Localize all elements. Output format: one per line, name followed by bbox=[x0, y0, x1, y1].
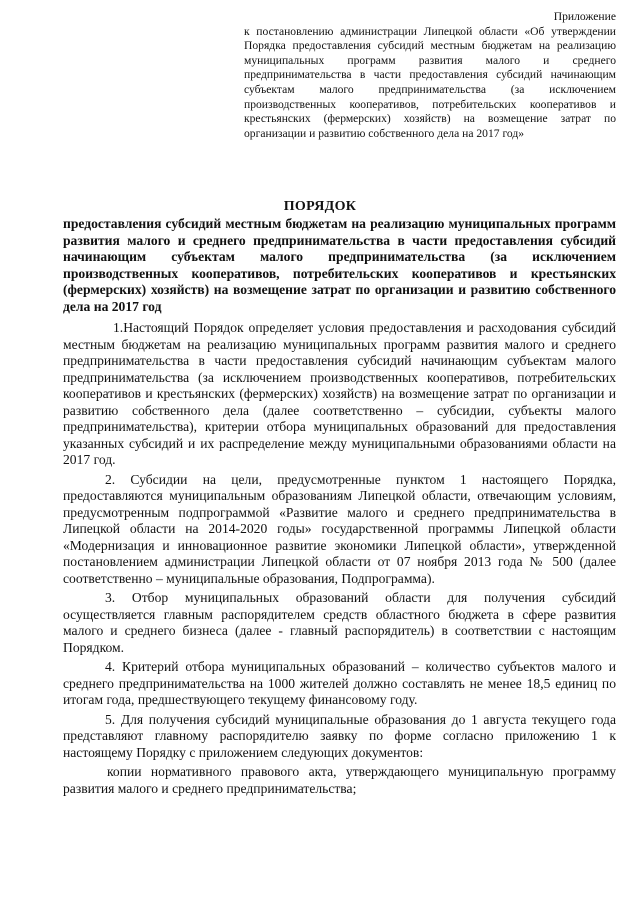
appendix-text: к постановлению администрации Липецкой области «Об утверждении Порядка предоставления субсидий местным бюджетам на реализацию муниципальных программ развития малого и среднего предпринимательства в части предоставления субсидий начинающим субъектам малого предпринимательства (за исключением производственных кооперативов, потребительских кооперативов и крестьянских (фермерских) хозяйств) на возмещение затрат по организации и развитию собственного дела на 2017 год» bbox=[244, 24, 616, 140]
paragraph-2: 2. Субсидии на цели, предусмотренные пунктом 1 настоящего Порядка, предоставляются муниципальным образованиям Липецкой области, отвечающим условиям, предусмотренным подпрограммой «Развитие малого и среднего предпринимательства в Липецкой области на 2014-2020 годы» государственной программы Липецкой области «Модернизация и инновационное развитие экономики Липецкой области», утвержденной постановлением администрации Липецкой области от 07 ноября 2013 года № 500 (далее соответственно – муниципальные образования, Подпрограмма). bbox=[63, 471, 616, 586]
paragraph-5: 5. Для получения субсидий муниципальные образования до 1 августа текущего года представляют главному распорядителю заявку по форме согласно приложению 1 к настоящему Порядку с приложением следующих документов: bbox=[63, 711, 616, 760]
paragraph-4: 4. Критерий отбора муниципальных образований – количество субъектов малого и среднего предпринимательства на 1000 жителей должно составлять не менее 18,5 единиц по итогам года, предшествующего текущему финансовому году. bbox=[63, 659, 616, 707]
document-body bbox=[63, 320, 616, 797]
appendix-block bbox=[244, 10, 616, 141]
paragraph-1: 1.Настоящий Порядок определяет условия предоставления и расходования субсидий местным бюджетам на реализацию муниципальных программ развития малого и среднего предпринимательства в части предоставления субсидий начинающим субъектам малого предпринимательства (за исключением производственных кооперативов, потребительских кооперативов и крестьянских (фермерских) хозяйств) на возмещение затрат по организации и развитию собственного дела (далее соответственно – субсидии, субъекты малого предпринимательства), критерии отбора муниципальных образований для предоставления указанных субсидий и их распределение между муниципальными образованиями области на 2017 год. bbox=[63, 320, 616, 467]
paragraph-6: копии нормативного правового акта, утверждающего муниципальную программу развития малого и среднего предпринимательства; bbox=[63, 764, 616, 796]
paragraph-3: 3. Отбор муниципальных образований области для получения субсидий осуществляется главным распорядителем средств областного бюджета в сфере развития малого и среднего бизнеса (далее - главный распорядитель) в соответствии с настоящим Порядком. bbox=[63, 590, 616, 655]
appendix-heading: Приложение bbox=[553, 10, 616, 23]
document-subtitle: предоставления субсидий местным бюджетам на реализацию муниципальных программ развития малого и среднего предпринимательства в части предоставления субсидий начинающим субъектам малого предпринимательства (за исключением производственных кооперативов, потребительских кооперативов и крестьянских (фермерских) хозяйств) на возмещение затрат по организации и развитию собственного дела на 2017 год bbox=[63, 216, 616, 314]
document-title: ПОРЯДОК bbox=[283, 199, 357, 214]
